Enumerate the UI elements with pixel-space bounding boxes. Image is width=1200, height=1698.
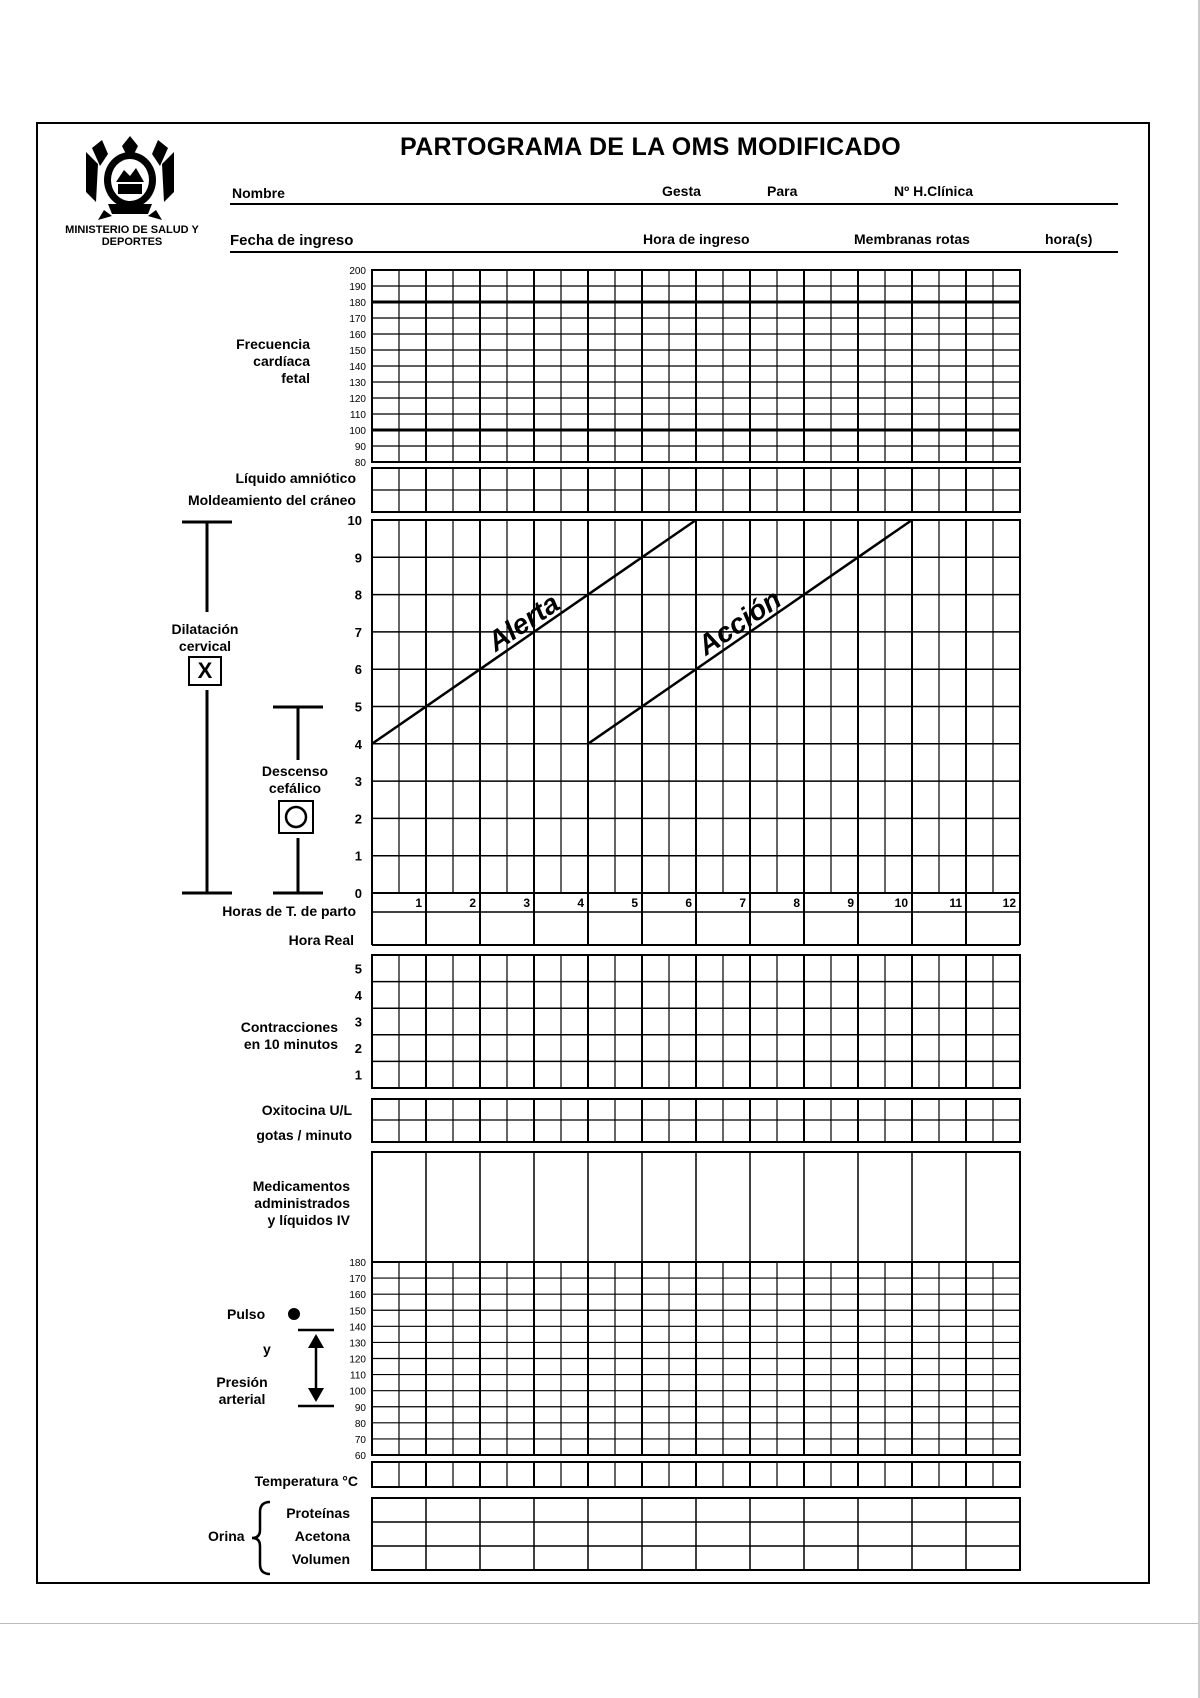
hour-label: 7 xyxy=(739,896,746,910)
oxitocina-label: Oxitocina U/L xyxy=(261,1102,352,1118)
fhr-tick-label: 190 xyxy=(349,282,366,293)
fhr-tick-label: 170 xyxy=(349,314,366,325)
contracciones-label-line: en 10 minutos xyxy=(243,1036,338,1052)
fhr-tick-label: 110 xyxy=(350,410,366,421)
orina-row-label: Proteínas xyxy=(286,1505,350,1521)
alerta-text: Alerta xyxy=(481,587,565,658)
fhr-tick-label: 100 xyxy=(349,426,366,437)
nombre-label: Nombre xyxy=(232,185,285,201)
hour-label: 6 xyxy=(685,896,692,910)
dilatacion-tick-label: 6 xyxy=(354,662,362,678)
hora-ingreso-label: Hora de ingreso xyxy=(643,231,750,247)
pulso-tick-label: 70 xyxy=(354,1434,366,1446)
presion-label-line: arterial xyxy=(218,1391,266,1407)
liquido-label: Líquido amniótico xyxy=(235,470,356,486)
fhr-tick-label: 120 xyxy=(349,394,366,405)
contracciones-tick-label: 2 xyxy=(354,1041,362,1057)
pulso-tick-label: 110 xyxy=(350,1370,366,1382)
moldeamiento-label: Moldeamiento del cráneo xyxy=(187,492,356,508)
dilatacion-label-line: cervical xyxy=(178,638,232,654)
fhr-tick-label: 180 xyxy=(349,298,366,309)
pulso-tick-label: 180 xyxy=(349,1258,366,1269)
pulso-tick-label: 90 xyxy=(354,1402,366,1414)
fhr-label-line: Frecuencia xyxy=(236,336,310,352)
hora-real-label: Hora Real xyxy=(288,932,354,948)
descenso-label-line: cefálico xyxy=(268,780,322,796)
fhr-tick-label: 130 xyxy=(349,378,366,389)
ministry-name: MINISTERIO DE SALUD Y DEPORTES xyxy=(65,224,199,248)
pulso-tick-label: 60 xyxy=(354,1451,366,1462)
dilatacion-x-symbol: X xyxy=(188,656,222,686)
orina-label: Orina xyxy=(208,1528,245,1544)
contracciones-tick-label: 4 xyxy=(354,987,362,1003)
contracciones-label-line: Contracciones xyxy=(240,1019,338,1035)
medicamentos-label-line: Medicamentos xyxy=(252,1178,350,1194)
contracciones-tick-label: 1 xyxy=(354,1067,362,1083)
dilatacion-tick-label: 10 xyxy=(347,513,362,528)
contracciones-tick-label: 5 xyxy=(354,961,362,977)
descenso-label-line: Descenso xyxy=(261,763,329,779)
temperatura-label: Temperatura °C xyxy=(254,1473,358,1489)
fhr-tick-label: 150 xyxy=(349,346,366,357)
gotas-label: gotas / minuto xyxy=(256,1127,352,1143)
hour-label: 1 xyxy=(415,896,422,910)
hour-label: 10 xyxy=(894,896,908,910)
fecha-ingreso-label: Fecha de ingreso xyxy=(230,232,354,249)
fhr-label-line: cardíaca xyxy=(253,353,310,369)
hour-label: 9 xyxy=(847,896,854,910)
fhr-tick-label: 140 xyxy=(349,362,366,373)
dilatacion-tick-label: 5 xyxy=(354,699,362,715)
medicamentos-label-line: administrados xyxy=(254,1195,350,1211)
fhr-tick-label: 160 xyxy=(349,330,366,341)
hour-label: 12 xyxy=(1002,896,1016,910)
dilatacion-tick-label: 8 xyxy=(354,587,362,603)
dilatacion-tick-label: 1 xyxy=(354,848,362,864)
y-label: y xyxy=(263,1341,271,1357)
para-label: Para xyxy=(767,183,798,199)
pulso-tick-label: 140 xyxy=(349,1322,366,1334)
page-bottom-rule xyxy=(0,1623,1200,1624)
pulso-tick-label: 100 xyxy=(349,1386,366,1398)
fhr-tick-label: 90 xyxy=(354,442,366,453)
hour-label: 4 xyxy=(577,896,584,910)
historia-label: Nº H.Clínica xyxy=(894,183,974,199)
presion-label-line: Presión xyxy=(216,1374,268,1390)
dilatacion-tick-label: 4 xyxy=(354,736,362,752)
pulso-tick-label: 120 xyxy=(349,1354,366,1366)
hour-label: 8 xyxy=(793,896,800,910)
hour-label: 3 xyxy=(523,896,530,910)
pulso-tick-label: 170 xyxy=(349,1274,366,1286)
orina-row-label: Volumen xyxy=(291,1551,350,1567)
dilatacion-tick-label: 3 xyxy=(354,774,362,790)
pulso-tick-label: 160 xyxy=(349,1290,366,1302)
dilatacion-tick-label: 2 xyxy=(354,811,362,827)
pulso-label: Pulso xyxy=(227,1306,266,1322)
membranas-label: Membranas rotas xyxy=(854,231,970,247)
fhr-tick-label: 80 xyxy=(354,458,366,469)
dilatacion-tick-label: 9 xyxy=(354,550,362,566)
dilatacion-tick-label: 0 xyxy=(354,886,362,901)
hour-label: 5 xyxy=(631,896,638,910)
horas-label: hora(s) xyxy=(1045,231,1093,247)
gesta-label: Gesta xyxy=(662,183,701,199)
contracciones-tick-label: 3 xyxy=(354,1014,362,1030)
hour-label: 2 xyxy=(469,896,476,910)
medicamentos-label-line: y líquidos IV xyxy=(267,1212,350,1228)
fhr-tick-label: 200 xyxy=(349,266,366,277)
pulso-tick-label: 150 xyxy=(349,1306,366,1318)
horas-parto-label: Horas de T. de parto xyxy=(222,903,356,919)
hour-label: 11 xyxy=(949,896,962,910)
dilatacion-tick-label: 7 xyxy=(354,624,362,640)
pulso-tick-label: 130 xyxy=(349,1338,366,1350)
fhr-label-line: fetal xyxy=(281,370,310,386)
page-title: PARTOGRAMA DE LA OMS MODIFICADO xyxy=(400,133,901,161)
accion-text: Acción xyxy=(691,583,787,662)
dilatacion-label-line: Dilatación xyxy=(171,621,239,637)
pulso-tick-label: 80 xyxy=(354,1418,366,1430)
orina-row-label: Acetona xyxy=(294,1528,350,1544)
